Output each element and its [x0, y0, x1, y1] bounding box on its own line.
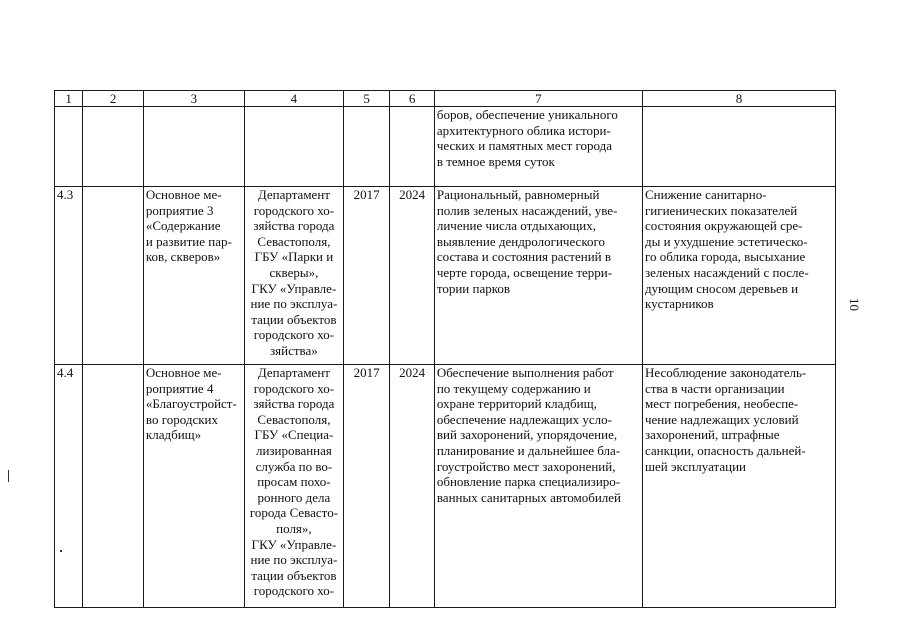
row-number-cell: 4.4 — [55, 365, 83, 608]
column-number: 1 — [55, 91, 83, 107]
end-year-cell: 2024 — [390, 365, 434, 608]
row-number-cell — [55, 107, 83, 187]
column-number: 5 — [343, 91, 389, 107]
table-row-4-3 — [55, 187, 836, 365]
column-number: 7 — [434, 91, 642, 107]
column-number: 3 — [143, 91, 244, 107]
expected-result-cell: Обеспечение выполнения работ по текущему содержанию и охране территорий кладбищ, обеспечение надлежащих усло- вий захоронений, упорядочение, планирование и дальнейшее бла- гоустройство мест захоронений, обновление парка специализиро- ванных санитарных автомобилей — [434, 365, 642, 608]
consequences-cell: Снижение санитарно- гигиенических показателей состояния окружающей сре- ды и ухудшение эстетическо- го облика города, высыхание зеленых насаждений с после- дующим сносом деревьев и кустарников — [642, 187, 835, 365]
table-row-continuation — [55, 107, 836, 187]
activity-name-cell — [143, 107, 244, 187]
empty-cell — [83, 187, 144, 365]
empty-cell — [83, 365, 144, 608]
start-year-cell — [343, 107, 389, 187]
scan-speck — [60, 550, 62, 552]
start-year-cell: 2017 — [343, 365, 389, 608]
executor-cell: Департамент городского хо- зяйства города Севастополя, ГБУ «Парки и скверы», ГКУ «Управле- ние по эксплуа- тации объектов городского хо- зяйства» — [244, 187, 343, 365]
program-table — [54, 90, 836, 608]
end-year-cell: 2024 — [390, 187, 434, 365]
empty-cell — [83, 107, 144, 187]
column-number: 8 — [642, 91, 835, 107]
end-year-cell — [390, 107, 434, 187]
column-number: 2 — [83, 91, 144, 107]
row-number-cell: 4.3 — [55, 187, 83, 365]
column-number-row — [55, 91, 836, 107]
activity-name-cell: Основное ме- роприятие 3 «Содержание и развитие пар- ков, скверов» — [143, 187, 244, 365]
column-number: 4 — [244, 91, 343, 107]
expected-result-cell: Рациональный, равномерный полив зеленых насаждений, уве- личение числа отдыхающих, выявление дендрологического состава и состояния растений в черте города, освещение терри- тории парков — [434, 187, 642, 365]
column-number: 6 — [390, 91, 434, 107]
start-year-cell: 2017 — [343, 187, 389, 365]
expected-result-cell: боров, обеспечение уникального архитектурного облика истори- ческих и памятных мест города в темное время суток — [434, 107, 642, 187]
page-number: 10 — [847, 298, 862, 311]
activity-name-cell: Основное ме- роприятие 4 «Благоустройст- во городских кладбищ» — [143, 365, 244, 608]
consequences-cell — [642, 107, 835, 187]
executor-cell — [244, 107, 343, 187]
scan-speck — [8, 470, 9, 482]
table-row-4-4 — [55, 365, 836, 608]
consequences-cell: Несоблюдение законодатель- ства в части организации мест погребения, необеспе- чение надлежащих условий захоронений, штрафные санкции, опасность дальней- шей эксплуатации — [642, 365, 835, 608]
executor-cell: Департамент городского хо- зяйства города Севастополя, ГБУ «Специа- лизированная служба по во- просам похо- ронного дела города Севасто- поля», ГКУ «Управле- ние по эксплуа- тации объектов городского хо- — [244, 365, 343, 608]
